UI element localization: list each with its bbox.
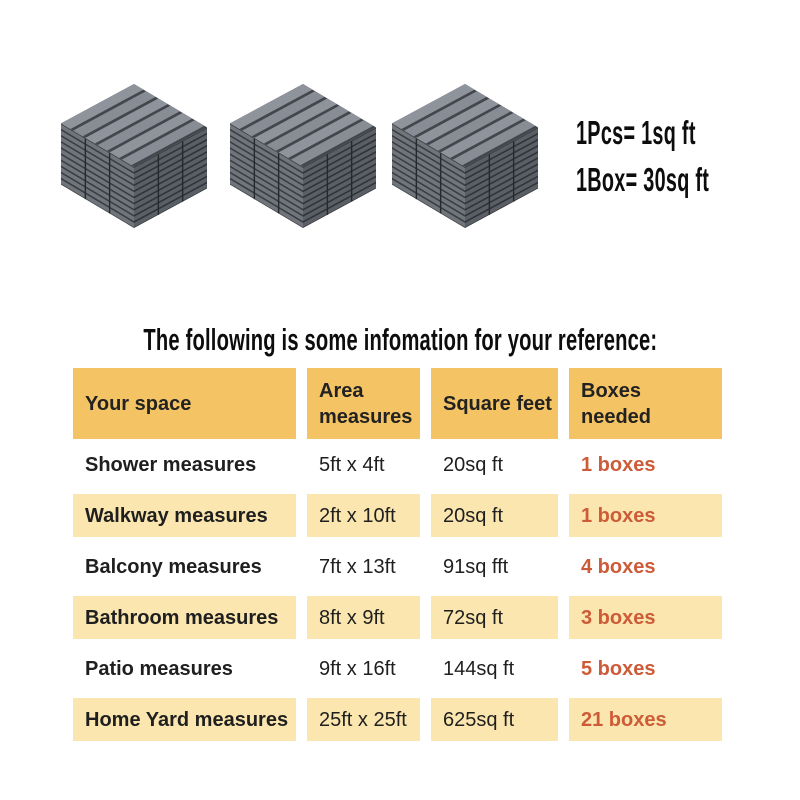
cell-sqft: 144sq ft [443, 657, 515, 680]
cell-boxes: 4 boxes [581, 555, 656, 578]
product-hero [0, 0, 800, 280]
tile-stack-2 [224, 80, 382, 228]
cell-space: Balcony measures [85, 555, 262, 578]
tile-stack-3 [386, 80, 544, 228]
box-coverage-note: 1Box= 30sq ft [576, 161, 710, 198]
cell-boxes: 1 boxes [581, 453, 656, 476]
cell-area: 5ft x 4ft [319, 453, 385, 476]
table-row-shower [73, 439, 722, 490]
header-your-space: Your space [73, 368, 296, 439]
reference-table [73, 368, 722, 745]
cell-boxes: 1 boxes [569, 494, 722, 537]
piece-coverage-note: 1Pcs= 1sq ft [576, 114, 696, 151]
cell-boxes: 5 boxes [581, 657, 656, 680]
table-row-balcony [73, 541, 722, 592]
cell-sqft: 72sq ft [431, 596, 558, 639]
header-square-feet: Square feet [431, 368, 558, 439]
cell-area: 8ft x 9ft [307, 596, 420, 639]
cell-space: Walkway measures [73, 494, 296, 537]
cell-boxes: 21 boxes [569, 698, 722, 741]
cell-space: Shower measures [85, 453, 257, 476]
cell-boxes: 3 boxes [569, 596, 722, 639]
cell-sqft: 625sq ft [431, 698, 558, 741]
cell-space: Patio measures [85, 657, 233, 680]
table-row-patio [73, 643, 722, 694]
cell-area: 9ft x 16ft [319, 657, 396, 680]
page-title: The following is some infomation for your reference: [143, 322, 657, 357]
title-row [0, 322, 800, 358]
cell-sqft: 91sq fft [443, 555, 509, 578]
cell-space: Home Yard measures [73, 698, 296, 741]
header-area-measures: Area measures [307, 368, 420, 439]
cell-sqft: 20sq ft [443, 453, 504, 476]
table-row-bathroom [73, 592, 722, 643]
table-row-home-yard [73, 694, 722, 745]
cell-area: 25ft x 25ft [307, 698, 420, 741]
cell-area: 7ft x 13ft [319, 555, 396, 578]
table-row-walkway [73, 490, 722, 541]
cell-space: Bathroom measures [73, 596, 296, 639]
cell-area: 2ft x 10ft [307, 494, 420, 537]
header-boxes-needed: Boxes needed [569, 368, 722, 439]
cell-sqft: 20sq ft [431, 494, 558, 537]
tile-stack-1 [55, 80, 213, 228]
table-header-row [73, 368, 722, 439]
